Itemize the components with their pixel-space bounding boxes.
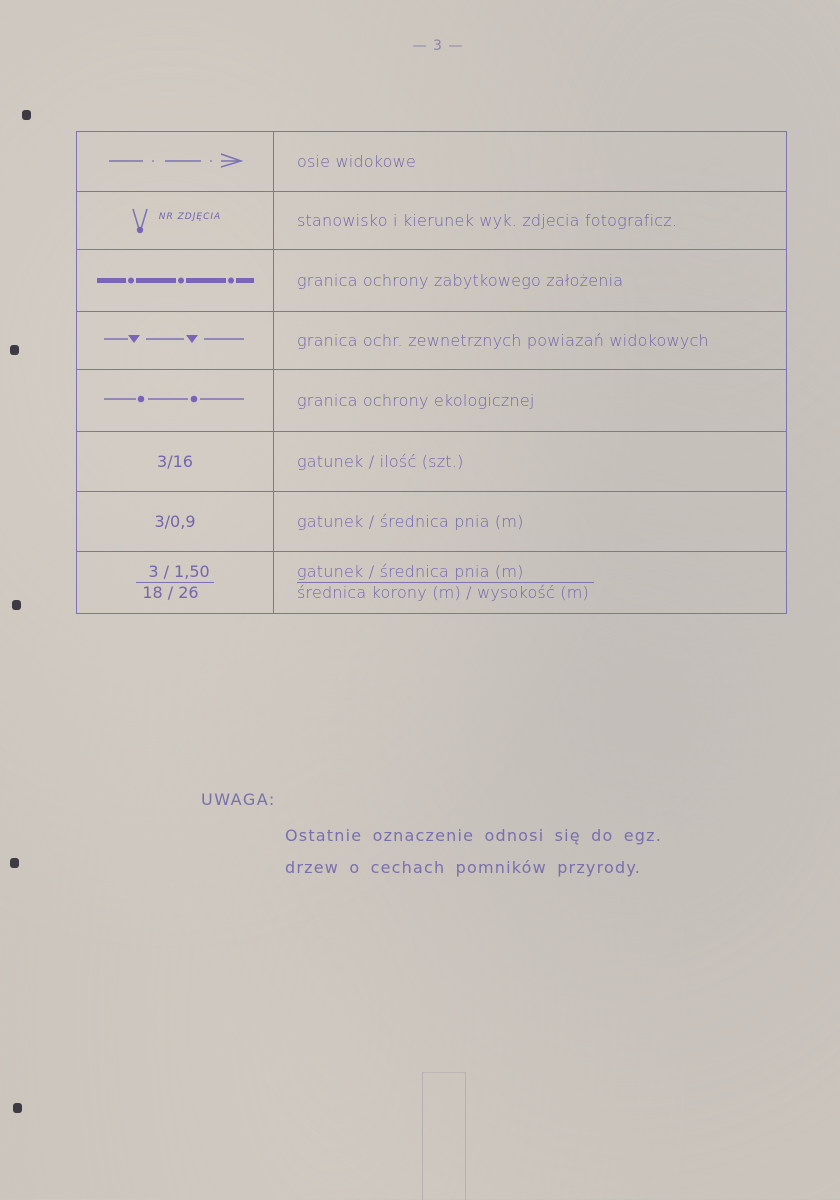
punch-hole-mark xyxy=(10,858,19,868)
legend-description: granica ochrony ekologicznej xyxy=(274,370,787,432)
legend-row xyxy=(77,192,787,250)
fraction-description xyxy=(297,562,594,603)
photo-number-label: NR ZDJĘCIA xyxy=(158,212,222,222)
legend-description: granica ochrony zabytkowego założenia xyxy=(274,250,787,312)
punch-hole-mark xyxy=(10,345,19,355)
line-with-dots-icon xyxy=(100,392,250,406)
note-line: Ostatnie oznaczenie odnosi się do egz. xyxy=(285,826,663,845)
legend-symbol-cell xyxy=(77,192,274,250)
legend-row xyxy=(77,370,787,432)
fraction-numerator: 3 / 1,50 xyxy=(136,562,213,583)
legend-description: gatunek / średnica pnia (m) xyxy=(274,492,787,552)
punch-hole-mark xyxy=(13,1103,22,1113)
legend-symbol-cell xyxy=(77,432,274,492)
legend-description: gatunek / ilość (szt.) xyxy=(274,432,787,492)
legend-symbol-cell xyxy=(77,250,274,312)
line-with-triangles-icon xyxy=(100,332,250,346)
fraction-description-bottom: średnica korony (m) / wysokość (m) xyxy=(297,583,589,602)
page-number: — 3 — xyxy=(412,38,464,54)
fraction-description-top: gatunek / średnica pnia (m) xyxy=(297,562,594,583)
species-count-symbol: 3/16 xyxy=(157,452,193,471)
photo-station-icon xyxy=(129,207,151,235)
legend-row xyxy=(77,432,787,492)
legend-row xyxy=(77,132,787,192)
legend-row xyxy=(77,492,787,552)
note-body xyxy=(285,820,662,884)
legend-description: stanowisko i kierunek wyk. zdjecia fotograficz. xyxy=(274,192,787,250)
view-axis-arrow-icon xyxy=(105,152,245,168)
legend-description: osie widokowe xyxy=(274,132,787,192)
legend-symbol-cell xyxy=(77,552,274,614)
legend-symbol-cell xyxy=(77,312,274,370)
legend-symbol-cell xyxy=(77,370,274,432)
note-title: UWAGA: xyxy=(201,790,276,809)
legend-row xyxy=(77,552,787,614)
punch-hole-mark xyxy=(12,600,21,610)
legend-symbol-cell xyxy=(77,492,274,552)
natural-monument-symbol xyxy=(136,562,213,603)
legend-description xyxy=(274,552,787,614)
legend-description: granica ochr. zewnetrznych powiazań widokowych xyxy=(274,312,787,370)
legend-symbol-cell xyxy=(77,132,274,192)
species-trunk-symbol: 3/0,9 xyxy=(154,512,196,531)
fraction-denominator: 18 / 26 xyxy=(142,583,199,602)
note-line: drzew o cechach pomników przyrody. xyxy=(285,858,642,877)
legend-row xyxy=(77,250,787,312)
legend-row xyxy=(77,312,787,370)
legend-table xyxy=(76,131,787,614)
thick-dash-dot-line-icon xyxy=(95,274,255,286)
faint-stamp-outline xyxy=(422,1072,466,1200)
punch-hole-mark xyxy=(22,110,31,120)
